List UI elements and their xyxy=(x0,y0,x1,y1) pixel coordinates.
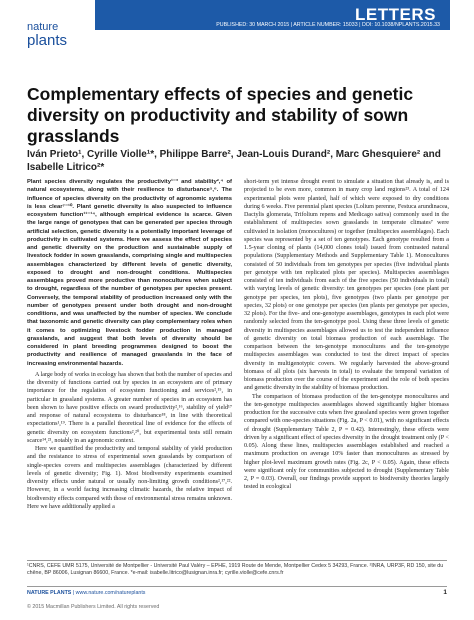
body-paragraph: A large body of works in ecology has shown that both the number of species and the diversity of functions carried out by species in an ecosystem are of primary importance for the regulation of ecosystem functioning and services²,¹⁵, in particular in grassland systems. A greater number of species in an ecosystem has been shown to have positive effects on sward productivity²,¹⁶, stability of yield¹⁷ and response of natural ecosystems to disturbance¹⁸, in line with theoretical expectations¹,¹⁹. There is a parallel theoretical line of evidence for the effects of genetic diversity on ecosystem functions²,²⁰, but experimental tests still remain scarce¹⁴,²¹, notably in an agronomic context. xyxy=(27,371,232,444)
author-list: Iván Prieto¹, Cyrille Violle¹*, Philippe Barre², Jean-Louis Durand², Marc Ghesquiere² and Isabelle Litrico²* xyxy=(27,149,441,173)
abstract: Plant species diversity regulates the productivity¹⁻³ and stability²,⁴ of natural ecosystems, along with their resilience to disturbance⁵,⁶. The influence of species diversity on the productivity of agronomic systems is less clear⁷⁻¹⁰. Plant genetic diversity is also suspected to influence ecosystem function¹¹⁻¹⁴, although empirical evidence is scarce. Given the large range of genotypes that can be generated per species through artificial selection, genetic diversity is a potentially important leverage of productivity in cultivated systems. Here we assess the effect of species and genetic diversity on the production and sustainable supply of livestock fodder in sown grasslands, comprising single and multispecies assemblages characterized by different levels of genetic diversity, exposed to drought and non-drought conditions. Multispecies assemblages proved more productive than monocultures when subject to drought, regardless of the number of genotypes per species present. Conversely, the temporal stability of production increased only with the number of genotypes present under both drought and non-drought conditions, and was unaffected by the number of species. We conclude that taxonomic and genetic diversity can play complementary roles when it comes to optimizing livestock fodder production in managed grasslands, and suggest that both levels of diversity should be considered in plant breeding programmes designed to boost the productivity and resilience of managed grasslands in the face of increasing environmental hazards. xyxy=(27,179,232,367)
footnote-divider xyxy=(27,560,447,561)
header-text-area xyxy=(95,0,450,30)
body-paragraph: The comparison of biomass production of the ten-genotype monocultures and the ten-genotype multispecies assemblages showed significantly higher biomass production for the successive cuts when five grassland species were grown together compared with one-species situations (Fig. 2a, P < 0.01), with no significant effects of drought (Supplementary Table 2, P = 0.42). Interestingly, these effects were driven by a significant effect of species diversity in the drought treatment only (P < 0.05). Along these lines, multispecies assemblages established and reached a maximum production on average 10% faster than monocultures as stressed by higher plot-level maximum growth rates (Fig. 2c, P < 0.05). Again, these effects were significant only for communities subjected to drought (Supplementary Table 2, P = 0.03). Overall, our findings provide support to biodiversity theories largely tested in ecological xyxy=(244,393,449,491)
body-paragraph: Here we quantified the productivity and temporal stability of yield production and the resistance to stress of experimental sown grasslands by comparison of single-species covers and multispecies assemblages (characterized by different levels of genetic diversity; Fig. 1). Most biodiversity experiments examined diversity effects under natural or usually non-limiting growth conditions²,¹⁷,²². However, in a world facing increasing climatic hazards, the relative impact of biodiversity effects compared with those of environmental stress remains unknown. Here we have additionally applied a xyxy=(27,446,232,510)
footer-journal-url[interactable]: | www.nature.com/natureplants xyxy=(72,590,146,596)
page-header xyxy=(0,0,474,64)
section-label: LETTERS xyxy=(355,5,436,24)
logo-line-nature: nature xyxy=(27,21,59,33)
left-column xyxy=(27,178,232,511)
page-number: 1 xyxy=(443,589,447,596)
logo-line-plants: plants xyxy=(27,32,68,49)
copyright-notice: © 2015 Macmillan Publishers Limited. All rights reserved xyxy=(27,604,160,610)
journal-logo[interactable] xyxy=(27,22,83,48)
author-affiliations: ¹CNRS, CEFE UMR 5175, Université de Montpellier - Université Paul Valéry – EPHE, 1919 Route de Mende, Montpellier Cedex 5 34293, France. ²INRA, URP3F, RD 150, site du chêne, BP 86006, Lusignan 86600, France. *e-mail: isabelle.litrico@lusignan.inra.fr; cyrille.violle@cefe.cnrs.fr xyxy=(27,563,444,577)
right-column xyxy=(244,178,449,492)
footer-journal xyxy=(27,590,145,596)
publication-info: PUBLISHED: 30 MARCH 2015 | ARTICLE NUMBER: 15033 | DOI: 10.1038/NPLANTS.2015.33 xyxy=(216,22,440,28)
body-paragraph: short-term yet intense drought event to simulate a situation that already is, and is projected to be even more, common in many crop land regions²³. A total of 124 experimental plots were planted, half of which were exposed to dry conditions during 6 weeks. Five perennial plant species (Lolium perenne, Festuca arundinacea, Dactylis glomerata, Trifolium repens and Medicago sativa) commonly used in the establishment of multispecies sown grasslands in temperate climates⁷ were cultivated in isolation (monocultures) or together (multispecies assemblages). Each species was represented by a set of ten genotypes. Each genotype resulted from a 1.5-year cloning of plants (14,000 clones total) issued from contrasted natural populations (Supplementary Methods and Supplementary Table 1). Monocultures consisted of 50 individuals from ten genotypes per species (five individual plants per genotype with ten replicated plots per species). Multispecies assemblages consisted of ten individuals from each of the five species (50 individuals in total) with varying levels of genetic diversity: ten genotypes per species (one plant per genotype per species, ten plots), five genotypes (two plants per genotype per species, 32 plots) or one genotype per species (ten plants per genotype per species, 32 plots). For the five- and one-genotype assemblages, genotypes in each plot were randomly selected from the ten-genotype pool. Using these three levels of genetic diversity in multispecies assemblages allowed us to test the independent influence of genetic diversity on total biomass production of each assemblage. The comparison between the ten-genotype monocultures and the ten-genotype multispecies assemblages was conducted to test the direct impact of species diversity in multigenotypic covers. We regularly harvested the above-ground biomass of all plots (six harvests in total) to evaluate the temporal variation of biomass production over the course of the experiment and the role of both species and genetic diversity in the stability of biomass production. xyxy=(244,179,449,392)
footer-journal-name: NATURE PLANTS xyxy=(27,590,72,596)
footer-divider xyxy=(27,586,447,587)
article-title: Complementary effects of species and genetic diversity on productivity and stability of sown grasslands xyxy=(27,84,414,146)
